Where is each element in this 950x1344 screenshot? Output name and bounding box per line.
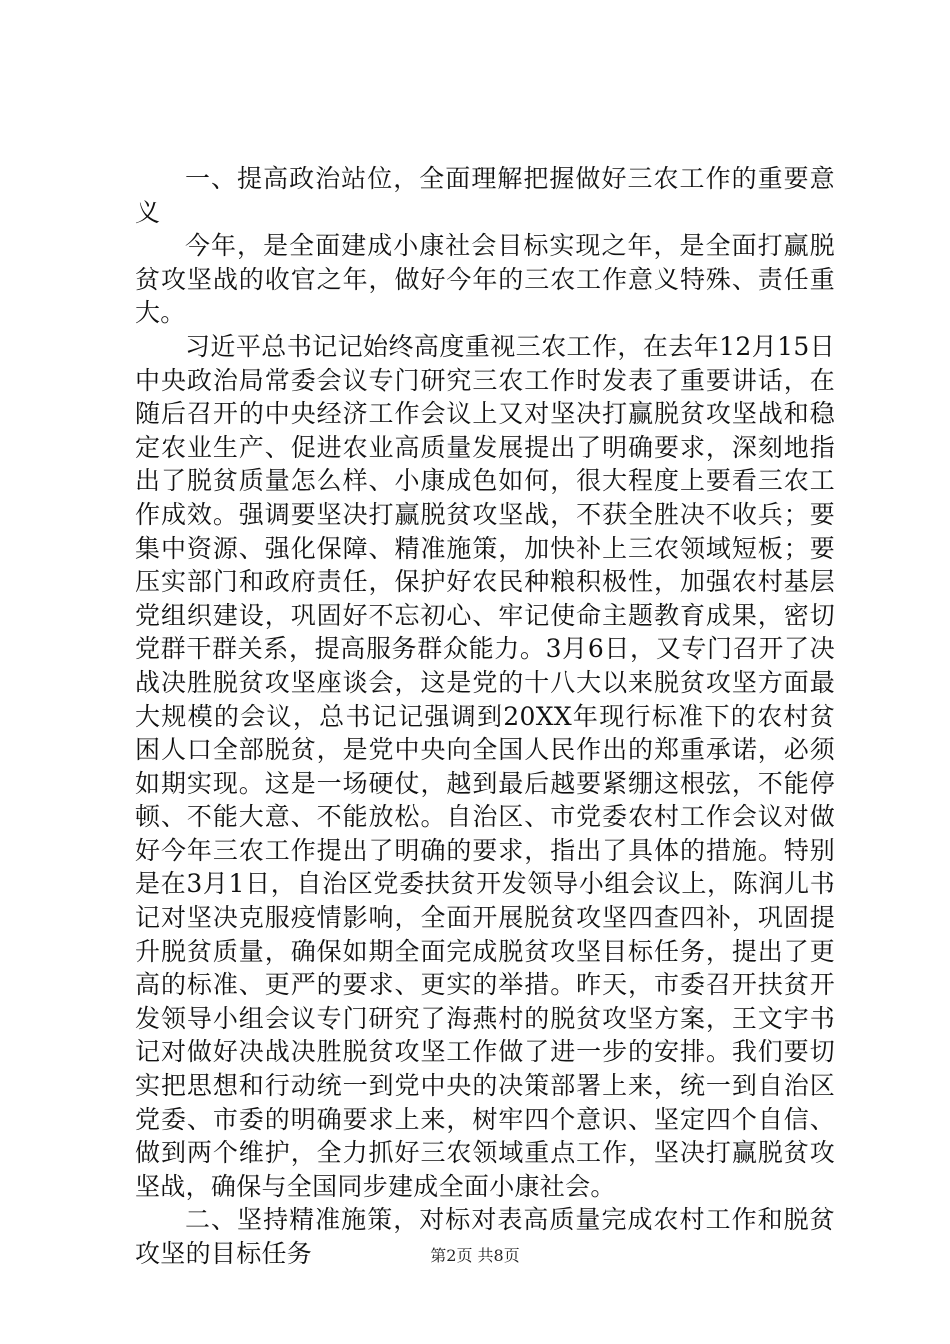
page-footer: 第2页 共8页 <box>430 1246 520 1265</box>
section-heading-2: 二、坚持精准施策，对标对表高质量完成农村工作和脱贫攻坚的目标任务 <box>135 1205 835 1268</box>
document-body <box>135 162 835 1271</box>
paragraph-main: 习近平总书记记始终高度重视三农工作，在去年12月15日中央政治局常委会议专门研究三农工作时发表了重要讲话，在随后召开的中央经济工作会议上又对坚决打赢脱贫攻坚战和稳定农业生产、促进农业高质量发展提出了明确要求，深刻地指出了脱贫质量怎么样、小康成色如何，很大程度上要看三农工作成效。强调要坚决打赢脱贫攻坚战，不获全胜决不收兵；要集中资源、强化保障、精准施策，加快补上三农领域短板；要压实部门和政府责任，保护好农民种粮积极性，加强农村基层党组织建设，巩固好不忘初心、牢记使命主题教育成果，密切党群干群关系，提高服务群众能力。3月6日，又专门召开了决战决胜脱贫攻坚座谈会，这是党的十八大以来脱贫攻坚方面最大规模的会议，总书记记强调到20XX年现行标准下的农村贫困人口全部脱贫，是党中央向全国人民作出的郑重承诺，必须如期实现。这是一场硬仗，越到最后越要紧绷这根弦，不能停顿、不能大意、不能放松。自治区、市党委农村工作会议对做好今年三农工作提出了明确的要求，指出了具体的措施。特别是在3月1日，自治区党委扶贫开发领导小组会议上，陈润儿书记对坚决克服疫情影响，全面开展脱贫攻坚四查四补，巩固提升脱贫质量，确保如期全面完成脱贫攻坚目标任务，提出了更高的标准、更严的要求、更实的举措。昨天，市委召开扶贫开发领导小组会议专门研究了海燕村的脱贫攻坚方案，王文宇书记对做好决战决胜脱贫攻坚工作做了进一步的安排。我们要切实把思想和行动统一到党中央的决策部署上来，统一到自治区党委、市委的明确要求上来，树牢四个意识、坚定四个自信、做到两个维护，全力抓好三农领域重点工作，坚决打赢脱贫攻坚战，确保与全国同步建成全面小康社会。 <box>135 331 835 1201</box>
paragraph-intro: 今年，是全面建成小康社会目标实现之年，是全面打赢脱贫攻坚战的收官之年，做好今年的三农工作意义特殊、责任重大。 <box>135 231 835 328</box>
section-heading-1: 一、提高政治站位，全面理解把握做好三农工作的重要意义 <box>135 164 835 227</box>
